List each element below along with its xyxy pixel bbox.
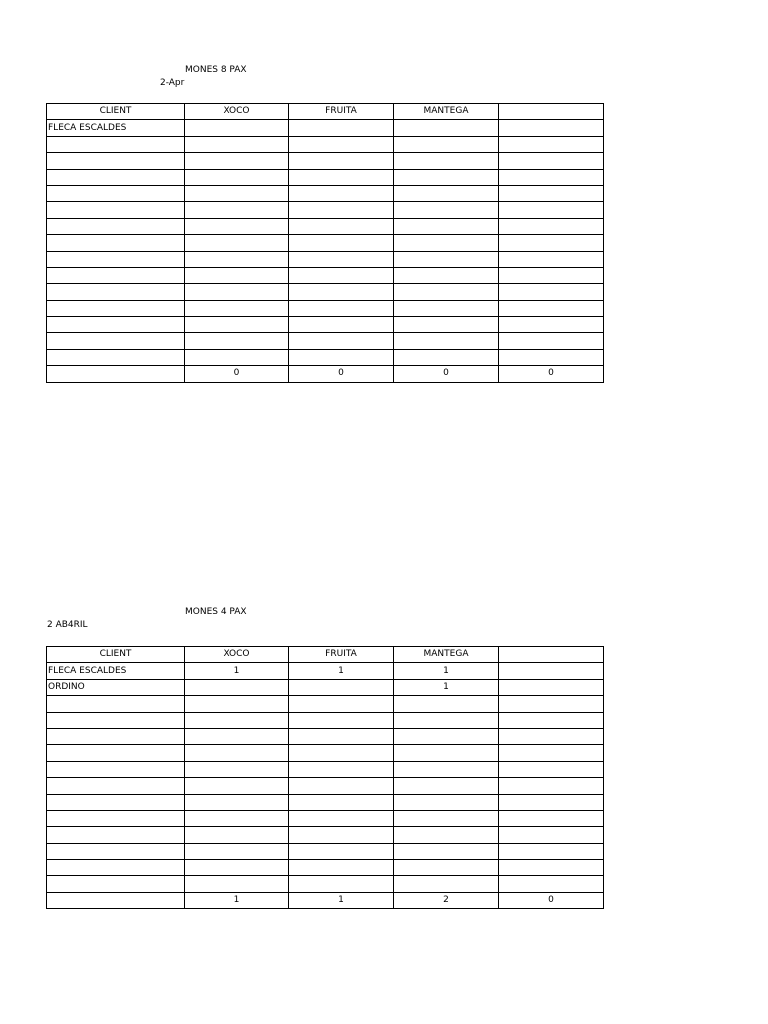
- total-cell[interactable]: [47, 892, 185, 908]
- quantity-cell[interactable]: [394, 761, 499, 777]
- table-row: [47, 251, 604, 267]
- quantity-cell[interactable]: [394, 860, 499, 876]
- quantity-cell[interactable]: [499, 745, 604, 761]
- table-row: [47, 120, 604, 136]
- quantity-cell[interactable]: [185, 712, 289, 728]
- quantity-cell[interactable]: [499, 169, 604, 185]
- client-cell[interactable]: [47, 218, 185, 234]
- totals-row: [47, 366, 604, 382]
- orders-table-4-pax: [46, 646, 604, 909]
- quantity-cell[interactable]: [394, 876, 499, 892]
- quantity-cell[interactable]: [289, 235, 394, 251]
- quantity-cell[interactable]: [289, 728, 394, 744]
- quantity-cell[interactable]: [185, 267, 289, 283]
- quantity-cell[interactable]: [185, 300, 289, 316]
- client-cell[interactable]: FLECA ESCALDES: [47, 663, 185, 679]
- table-row: [47, 267, 604, 283]
- quantity-cell[interactable]: [289, 333, 394, 349]
- quantity-cell[interactable]: [185, 218, 289, 234]
- quantity-cell[interactable]: [499, 202, 604, 218]
- quantity-cell[interactable]: [289, 120, 394, 136]
- quantity-cell[interactable]: [499, 712, 604, 728]
- quantity-cell[interactable]: [289, 810, 394, 826]
- client-cell[interactable]: [47, 185, 185, 201]
- total-cell[interactable]: 0: [499, 366, 604, 382]
- table-row: [47, 300, 604, 316]
- table-row: [47, 794, 604, 810]
- quantity-cell[interactable]: [289, 300, 394, 316]
- quantity-cell[interactable]: [185, 876, 289, 892]
- table-row: [47, 778, 604, 794]
- client-cell[interactable]: [47, 317, 185, 333]
- client-cell[interactable]: [47, 778, 185, 794]
- quantity-cell[interactable]: [185, 153, 289, 169]
- total-cell[interactable]: 1: [185, 892, 289, 908]
- client-cell[interactable]: [47, 251, 185, 267]
- quantity-cell[interactable]: 1: [394, 663, 499, 679]
- table-row: [47, 876, 604, 892]
- quantity-cell[interactable]: [394, 827, 499, 843]
- quantity-cell[interactable]: [289, 153, 394, 169]
- quantity-cell[interactable]: [394, 349, 499, 365]
- total-cell[interactable]: [47, 366, 185, 382]
- quantity-cell[interactable]: [499, 679, 604, 695]
- quantity-cell[interactable]: [185, 696, 289, 712]
- quantity-cell[interactable]: [499, 778, 604, 794]
- quantity-cell[interactable]: [499, 663, 604, 679]
- client-cell[interactable]: [47, 267, 185, 283]
- quantity-cell[interactable]: [499, 761, 604, 777]
- table-row: [47, 663, 604, 679]
- client-cell[interactable]: [47, 284, 185, 300]
- quantity-cell[interactable]: [185, 120, 289, 136]
- quantity-cell[interactable]: [499, 218, 604, 234]
- table-row: [47, 169, 604, 185]
- quantity-cell[interactable]: [289, 185, 394, 201]
- table-row: [47, 235, 604, 251]
- client-cell[interactable]: [47, 349, 185, 365]
- quantity-cell[interactable]: [394, 333, 499, 349]
- column-header: XOCO: [185, 104, 289, 120]
- quantity-cell[interactable]: [499, 860, 604, 876]
- quantity-cell[interactable]: [394, 843, 499, 859]
- section-title: MONES 4 PAX: [185, 607, 247, 617]
- column-header: MANTEGA: [394, 647, 499, 663]
- quantity-cell[interactable]: [394, 153, 499, 169]
- quantity-cell[interactable]: [289, 712, 394, 728]
- quantity-cell[interactable]: [394, 728, 499, 744]
- quantity-cell[interactable]: [185, 827, 289, 843]
- table-row: [47, 349, 604, 365]
- quantity-cell[interactable]: [499, 333, 604, 349]
- quantity-cell[interactable]: [289, 761, 394, 777]
- quantity-cell[interactable]: [499, 153, 604, 169]
- quantity-cell[interactable]: [289, 778, 394, 794]
- table-row: [47, 136, 604, 152]
- quantity-cell[interactable]: [289, 843, 394, 859]
- client-cell[interactable]: [47, 712, 185, 728]
- quantity-cell[interactable]: [499, 728, 604, 744]
- quantity-cell[interactable]: [289, 284, 394, 300]
- quantity-cell[interactable]: [185, 349, 289, 365]
- section-date: 2-Apr: [160, 78, 185, 88]
- total-cell[interactable]: 0: [499, 892, 604, 908]
- quantity-cell[interactable]: [289, 218, 394, 234]
- column-header: MANTEGA: [394, 104, 499, 120]
- quantity-cell[interactable]: [499, 696, 604, 712]
- quantity-cell[interactable]: 1: [185, 663, 289, 679]
- quantity-cell[interactable]: [289, 317, 394, 333]
- client-cell[interactable]: [47, 333, 185, 349]
- total-cell[interactable]: 1: [289, 892, 394, 908]
- client-cell[interactable]: [47, 300, 185, 316]
- total-cell[interactable]: 2: [394, 892, 499, 908]
- header-row: [47, 647, 604, 663]
- quantity-cell[interactable]: [394, 267, 499, 283]
- client-cell[interactable]: [47, 153, 185, 169]
- quantity-cell[interactable]: [394, 300, 499, 316]
- quantity-cell[interactable]: [394, 235, 499, 251]
- quantity-cell[interactable]: [394, 202, 499, 218]
- quantity-cell[interactable]: 1: [289, 663, 394, 679]
- quantity-cell[interactable]: [499, 267, 604, 283]
- table-row: [47, 317, 604, 333]
- column-header: [499, 104, 604, 120]
- client-cell[interactable]: [47, 843, 185, 859]
- quantity-cell[interactable]: [394, 120, 499, 136]
- quantity-cell[interactable]: [289, 202, 394, 218]
- quantity-cell[interactable]: [185, 317, 289, 333]
- column-header-client: CLIENT: [47, 104, 185, 120]
- quantity-cell[interactable]: [499, 349, 604, 365]
- column-header: XOCO: [185, 647, 289, 663]
- quantity-cell[interactable]: [289, 876, 394, 892]
- quantity-cell[interactable]: [499, 300, 604, 316]
- quantity-cell[interactable]: [289, 794, 394, 810]
- quantity-cell[interactable]: [499, 120, 604, 136]
- quantity-cell[interactable]: [394, 284, 499, 300]
- quantity-cell[interactable]: [185, 185, 289, 201]
- table-row: [47, 761, 604, 777]
- quantity-cell[interactable]: [394, 712, 499, 728]
- quantity-cell[interactable]: [289, 136, 394, 152]
- quantity-cell[interactable]: [499, 235, 604, 251]
- quantity-cell[interactable]: [289, 169, 394, 185]
- quantity-cell[interactable]: [185, 235, 289, 251]
- quantity-cell[interactable]: [394, 169, 499, 185]
- table-row: [47, 827, 604, 843]
- quantity-cell[interactable]: [394, 317, 499, 333]
- table-row: [47, 218, 604, 234]
- quantity-cell[interactable]: [185, 843, 289, 859]
- quantity-cell[interactable]: [185, 728, 289, 744]
- table-row: [47, 185, 604, 201]
- table-row: [47, 679, 604, 695]
- client-cell[interactable]: [47, 136, 185, 152]
- client-cell[interactable]: [47, 761, 185, 777]
- quantity-cell[interactable]: [394, 136, 499, 152]
- quantity-cell[interactable]: [185, 251, 289, 267]
- client-cell[interactable]: [47, 810, 185, 826]
- section-date: 2 AB4RIL: [47, 620, 88, 630]
- table-row: [47, 860, 604, 876]
- client-cell[interactable]: [47, 860, 185, 876]
- quantity-cell[interactable]: [185, 745, 289, 761]
- quantity-cell[interactable]: [394, 810, 499, 826]
- quantity-cell[interactable]: [499, 317, 604, 333]
- quantity-cell[interactable]: [185, 761, 289, 777]
- client-cell[interactable]: [47, 745, 185, 761]
- client-cell[interactable]: [47, 827, 185, 843]
- quantity-cell[interactable]: [289, 827, 394, 843]
- client-cell[interactable]: [47, 696, 185, 712]
- quantity-cell[interactable]: [289, 679, 394, 695]
- total-cell[interactable]: 0: [394, 366, 499, 382]
- totals-row: [47, 892, 604, 908]
- quantity-cell[interactable]: [499, 810, 604, 826]
- quantity-cell[interactable]: [499, 284, 604, 300]
- column-header-client: CLIENT: [47, 647, 185, 663]
- quantity-cell[interactable]: [394, 185, 499, 201]
- table-row: [47, 333, 604, 349]
- quantity-cell[interactable]: [289, 696, 394, 712]
- table-row: [47, 728, 604, 744]
- table-row: [47, 696, 604, 712]
- quantity-cell[interactable]: [499, 136, 604, 152]
- column-header: FRUITA: [289, 647, 394, 663]
- column-header: [499, 647, 604, 663]
- header-row: [47, 104, 604, 120]
- quantity-cell[interactable]: [185, 169, 289, 185]
- quantity-cell[interactable]: [394, 778, 499, 794]
- quantity-cell[interactable]: [499, 876, 604, 892]
- client-cell[interactable]: [47, 202, 185, 218]
- quantity-cell[interactable]: [394, 218, 499, 234]
- quantity-cell[interactable]: [289, 745, 394, 761]
- orders-table-8-pax: [46, 103, 604, 383]
- quantity-cell[interactable]: [394, 251, 499, 267]
- client-cell[interactable]: [47, 794, 185, 810]
- quantity-cell[interactable]: [185, 136, 289, 152]
- quantity-cell[interactable]: [499, 251, 604, 267]
- quantity-cell[interactable]: [289, 267, 394, 283]
- quantity-cell[interactable]: [499, 843, 604, 859]
- table-row: [47, 712, 604, 728]
- client-cell[interactable]: [47, 169, 185, 185]
- quantity-cell[interactable]: [289, 860, 394, 876]
- quantity-cell[interactable]: [499, 185, 604, 201]
- client-cell[interactable]: [47, 235, 185, 251]
- quantity-cell[interactable]: [394, 745, 499, 761]
- quantity-cell[interactable]: [185, 860, 289, 876]
- quantity-cell[interactable]: [185, 202, 289, 218]
- quantity-cell[interactable]: [185, 333, 289, 349]
- quantity-cell[interactable]: 1: [394, 679, 499, 695]
- quantity-cell[interactable]: [185, 778, 289, 794]
- quantity-cell[interactable]: [185, 679, 289, 695]
- table-row: [47, 153, 604, 169]
- table-row: [47, 202, 604, 218]
- table-row: [47, 843, 604, 859]
- total-cell[interactable]: 0: [289, 366, 394, 382]
- client-cell[interactable]: [47, 876, 185, 892]
- quantity-cell[interactable]: [499, 794, 604, 810]
- quantity-cell[interactable]: [289, 251, 394, 267]
- section-title: MONES 8 PAX: [185, 65, 247, 75]
- table-row: [47, 810, 604, 826]
- column-header: FRUITA: [289, 104, 394, 120]
- client-cell[interactable]: [47, 728, 185, 744]
- total-cell[interactable]: 0: [185, 366, 289, 382]
- quantity-cell[interactable]: [185, 810, 289, 826]
- quantity-cell[interactable]: [185, 794, 289, 810]
- quantity-cell[interactable]: [185, 284, 289, 300]
- client-cell[interactable]: ORDINO: [47, 679, 185, 695]
- client-cell[interactable]: FLECA ESCALDES: [47, 120, 185, 136]
- table-row: [47, 284, 604, 300]
- quantity-cell[interactable]: [394, 794, 499, 810]
- quantity-cell[interactable]: [499, 827, 604, 843]
- quantity-cell[interactable]: [289, 349, 394, 365]
- table-row: [47, 745, 604, 761]
- quantity-cell[interactable]: [394, 696, 499, 712]
